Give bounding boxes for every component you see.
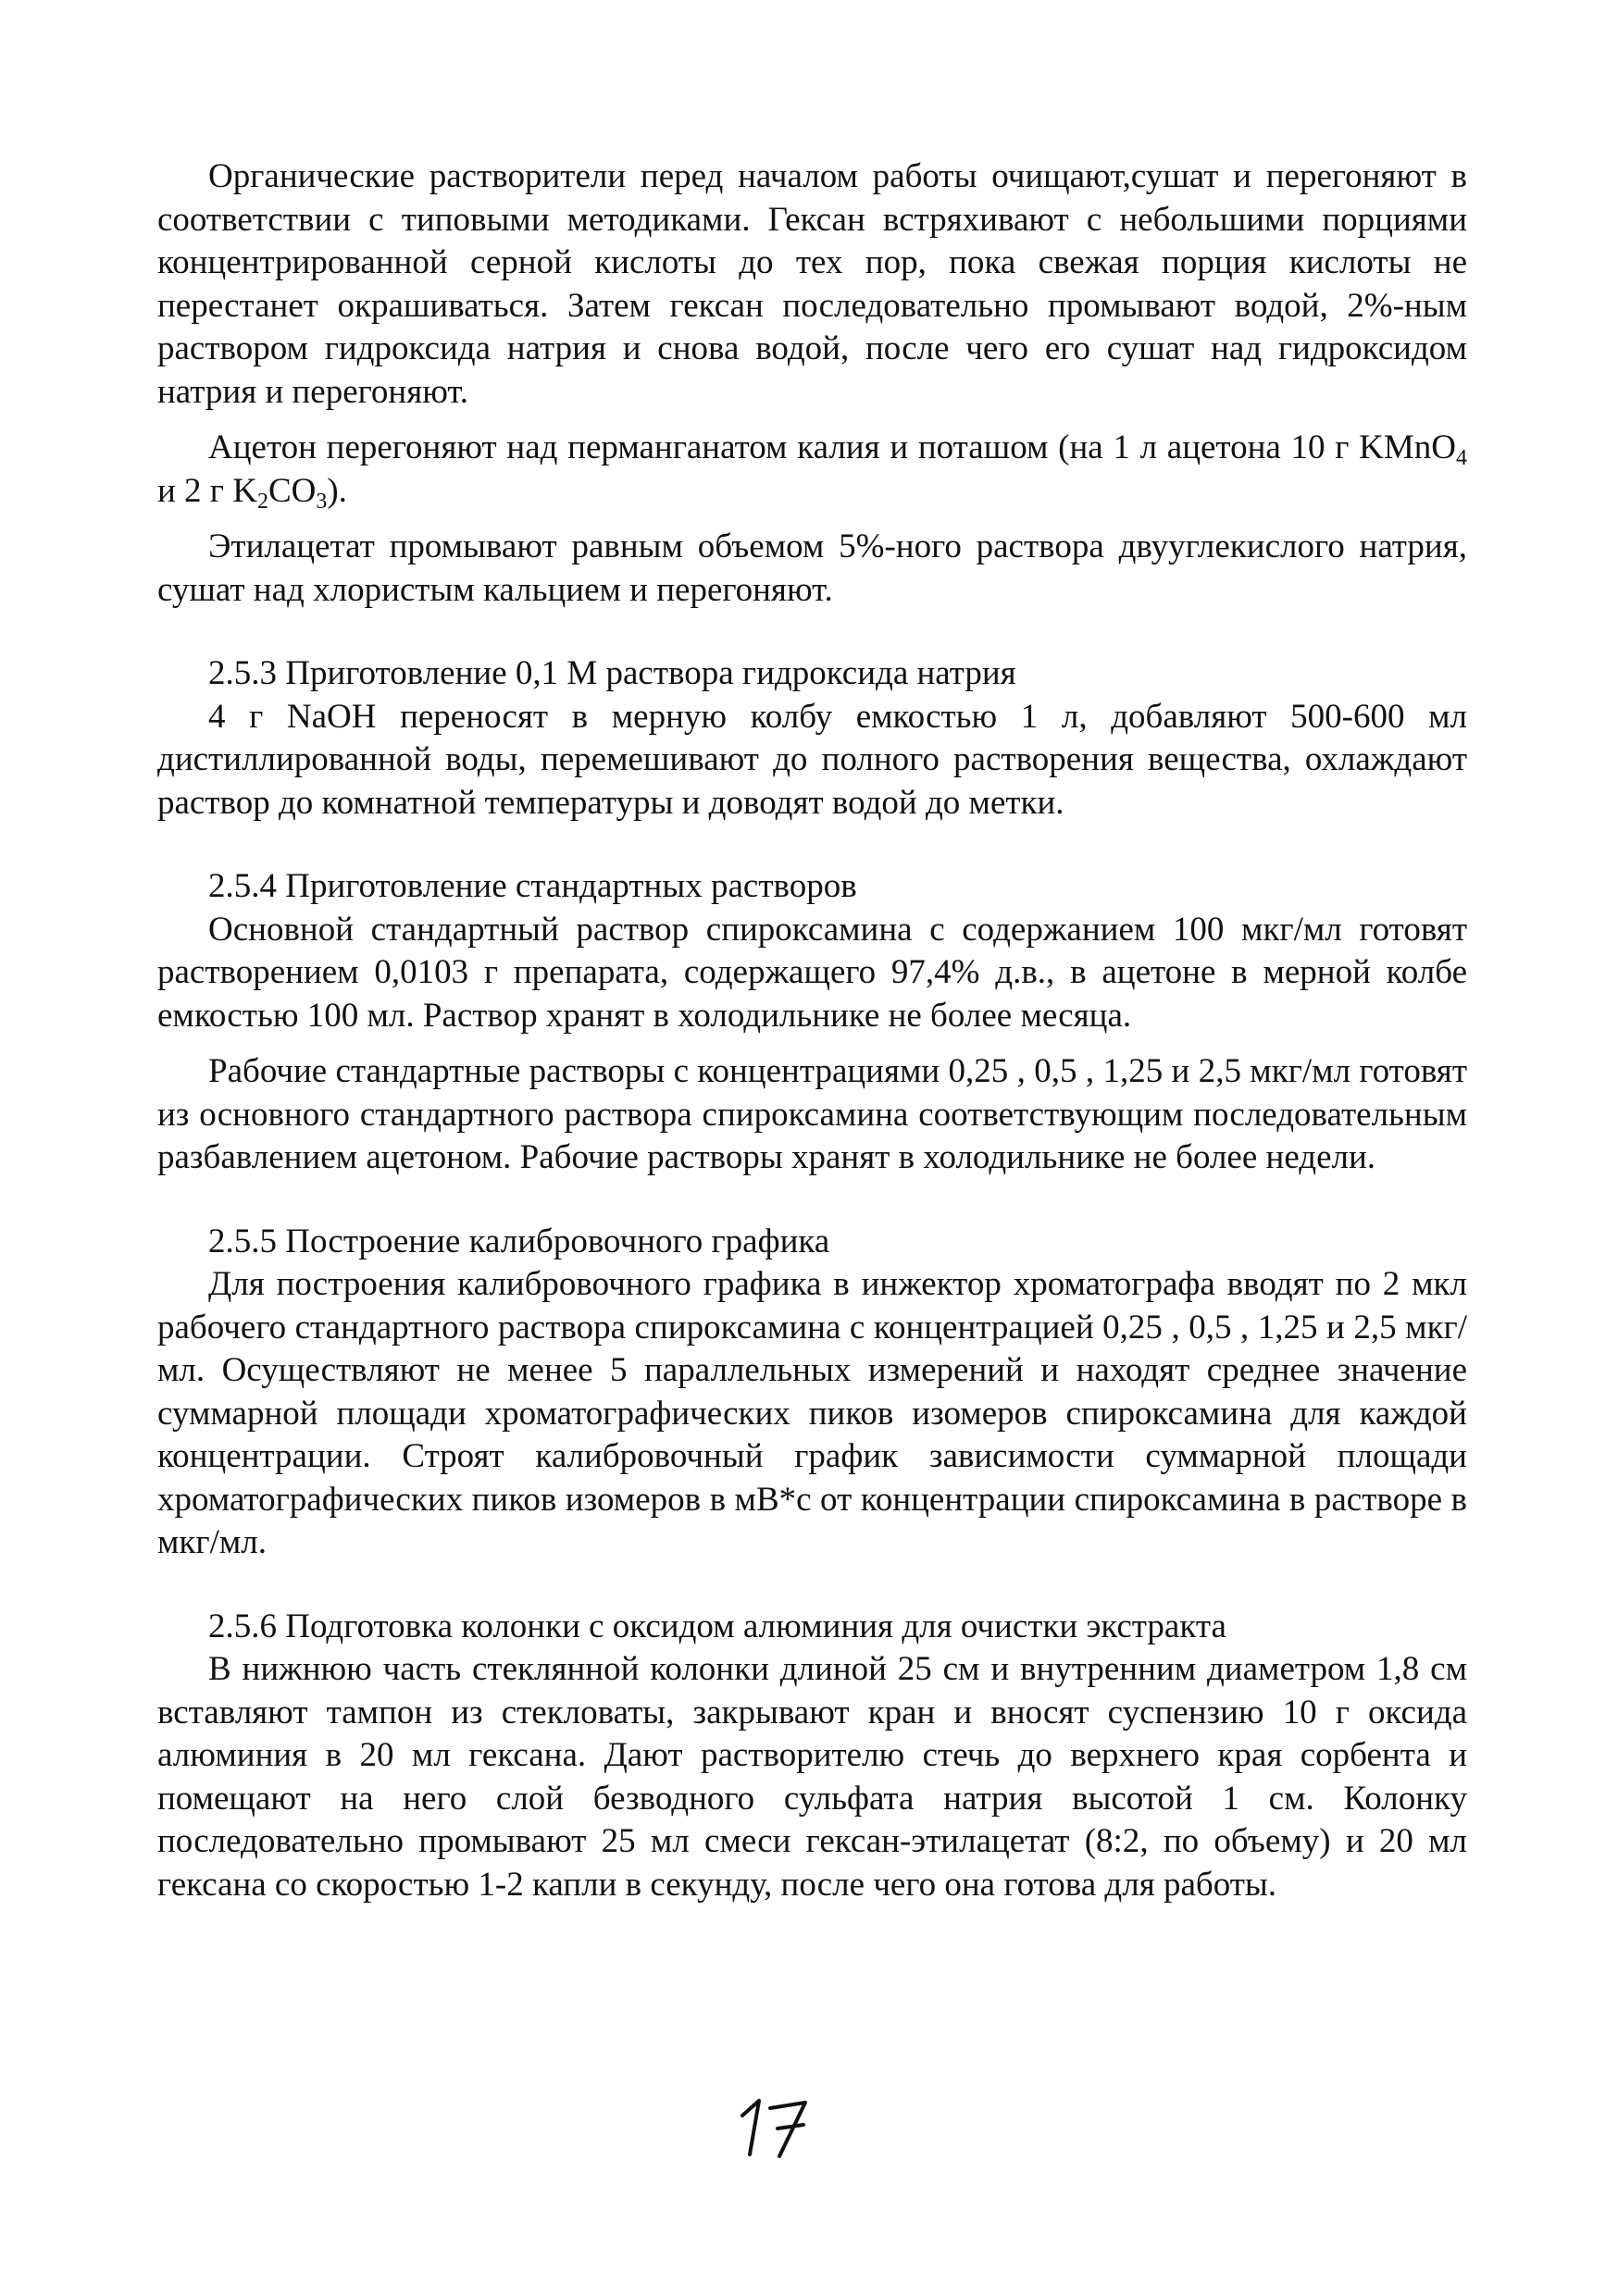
section-2-5-6-body: В нижнюю часть стеклянной колонки длиной 25 см и внутренним диаметром 1,8 см вставляют тампон из стекловаты, закрывают кран и вносят суспензию 10 г оксида алюминия в 20 мл гексана. Дают растворителю стечь до верхнего края сорбента и помещают на него слой безводного сульфата натрия высотой 1 см. Колонку последовательно промывают 25 мл смеси гексан-этилацетат (8:2, по объему) и 20 мл гексана со скоростью 1-2 капли в секунду, после чего она готова для работы. [157,1650,1467,1904]
acetone-paragraph [157,427,1467,513]
acetone-text-a: Ацетон перегоняют над перманганатом калия и поташом (на 1 л ацетона 10 г KMnO [208,428,1456,466]
ethylacetate-paragraph: Этилацетат промывают равным объемом 5%-ного раствора двууглекислого натрия, сушат над хлористым кальцием и перегоняют. [157,527,1467,609]
section-2-5-6-title: 2.5.6 Подготовка колонки с оксидом алюминия для очистки экстракта [208,1607,1226,1645]
solvents-paragraph: Органические растворители перед началом работы очищают,сушат и перегоняют в соответствии с типовыми методиками. Гексан встряхивают с небольшими порциями концентрированной серной кислоты до тех пор, пока свежая порция кислоты не перестанет окрашиваться. Затем гексан последовательно промывают водой, 2%-ным раствором гидроксида натрия и снова водой, после чего его сушат над гидроксидом натрия и перегоняют. [157,157,1467,411]
subscript-3: 3 [316,489,328,514]
subscript-2: 2 [256,489,268,514]
section-2-5-5-body: Для построения калибровочного графика в инжектор хроматографа вводят по 2 мкл рабочего стандартного раствора спироксамина с концентрацией 0,25 , 0,5 , 1,25 и 2,5 мкг/мл. Осуществляют не менее 5 параллельных измерений и находят среднее значение суммарной площади хроматографических пиков изомеров спироксамина для каждой концентрации. Строят калибровочный график зависимости суммарной площади хроматографических пиков изомеров в мВ*с от концентрации спироксамина в растворе в мкг/мл. [157,1265,1467,1561]
section-2-5-4-paragraph-2: Рабочие стандартные растворы с концентрациями 0,25 , 0,5 , 1,25 и 2,5 мкг/мл готовят из основного стандартного раствора спироксамина соответствующим последовательным разбавлением ацетоном. Рабочие растворы хранят в холодильнике не более недели. [157,1052,1467,1176]
section-2-5-5-title: 2.5.5 Построение калибровочного графика [208,1222,830,1260]
section-2-5-4-title: 2.5.4 Приготовление стандартных растворов [208,867,857,905]
page-text [157,155,1467,1906]
section-2-5-3-body: 4 г NaOH переносят в мерную колбу емкостью 1 л, добавляют 500-600 мл дистиллированной воды, перемешивают до полного растворения вещества, охлаждают раствор до комнатной температуры и доводят водой до метки. [157,697,1467,822]
acetone-text-d: ). [327,471,347,510]
section-2-5-4-paragraph-1: Основной стандартный раствор спироксамина с содержанием 100 мкг/мл готовят растворением 0,0103 г препарата, содержащего 97,4% д.в., в ацетоне в мерной колбе емкостью 100 мл. Раствор хранят в холодильнике не более месяца. [157,910,1467,1035]
section-2-5-3-title: 2.5.3 Приготовление 0,1 М раствора гидроксида натрия [208,654,1016,692]
acetone-text-b: и 2 г K [157,471,257,510]
subscript-4: 4 [1456,446,1467,470]
handwritten-page-number [722,2090,833,2164]
acetone-text-c: CO [268,471,317,510]
